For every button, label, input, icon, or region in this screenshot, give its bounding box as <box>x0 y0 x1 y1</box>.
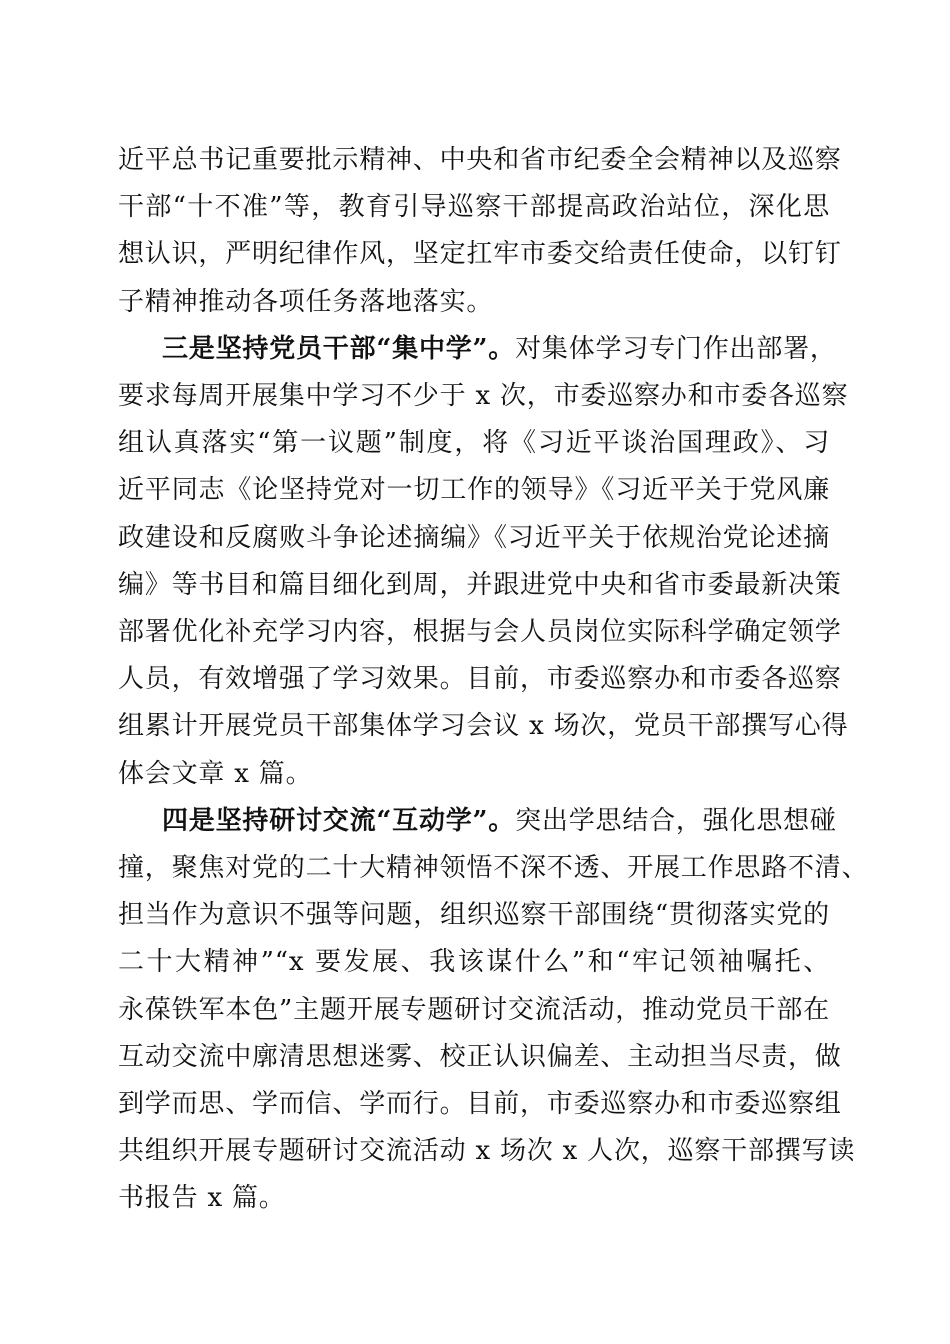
text-line: 要求每周开展集中学习不少于 x 次，市委巡察办和市委各巡察 <box>118 381 849 412</box>
text-line: 人员，有效增强了学习效果。目前，市委巡察办和市委各巡察 <box>118 664 842 695</box>
text-line <box>118 326 837 373</box>
text-line: 共组织开展专题研讨交流活动 x 场次 x 人次，巡察干部撰写读 <box>118 1136 856 1167</box>
text-line: 想认识，严明纪律作风，坚定扛牢市委交给责任使命，以钉钉 <box>118 239 842 270</box>
paragraph-heading: 四是坚持研讨交流“互动学”。 <box>162 805 516 836</box>
paragraph-continuation <box>118 137 842 326</box>
paragraph-heading: 三是坚持党员干部“集中学”。 <box>162 333 516 364</box>
text-line: 二十大精神”“x 要发展、我该谋什么”和“牢记领袖嘱托、 <box>118 947 830 978</box>
text-line: 组累计开展党员干部集体学习会议 x 场次，党员干部撰写心得 <box>118 711 849 742</box>
text-line-rest: 对集体学习专门作出部署， <box>515 333 837 364</box>
text-line: 近平总书记重要批示精神、中央和省市纪委全会精神以及巡察 <box>118 145 842 175</box>
text-line: 编》等书目和篇目细化到周，并跟进党中央和省市委最新决策 <box>118 569 842 600</box>
text-line: 部署优化补充学习内容，根据与会人员岗位实际科学确定领学 <box>118 617 842 648</box>
text-line: 体会文章 x 篇。 <box>118 758 313 789</box>
text-line: 书报告 x 篇。 <box>118 1183 286 1214</box>
document-body <box>118 137 869 1223</box>
text-line: 互动交流中廓清思想迷雾、校正认识偏差、主动担当尽责，做 <box>118 1041 842 1072</box>
text-line: 近平同志《论坚持党对一切工作的领导》《习近平关于党风廉 <box>118 475 830 506</box>
text-line: 子精神推动各项任务落地落实。 <box>118 286 494 317</box>
paragraph-three <box>118 326 849 798</box>
text-line: 担当作为意识不强等问题，组织巡察干部围绕“贯彻落实党的 <box>118 900 830 931</box>
text-line <box>118 798 837 845</box>
text-line-rest: 突出学思结合，强化思想碰 <box>515 805 837 836</box>
text-line: 干部“十不准”等，教育引导巡察干部提高政治站位，深化思 <box>118 192 830 223</box>
text-line: 永葆铁军本色”主题开展专题研讨交流活动，推动党员干部在 <box>118 994 830 1025</box>
paragraph-four <box>118 798 869 1223</box>
text-line: 到学而思、学而信、学而行。目前，市委巡察办和市委巡察组 <box>118 1089 842 1120</box>
text-line: 政建设和反腐败斗争论述摘编》《习近平关于依规治党论述摘 <box>118 522 830 553</box>
text-line: 组认真落实“第一议题”制度，将《习近平谈治国理政》、习 <box>118 428 830 459</box>
text-line: 撞，聚焦对党的二十大精神领悟不深不透、开展工作思路不清、 <box>118 853 869 884</box>
